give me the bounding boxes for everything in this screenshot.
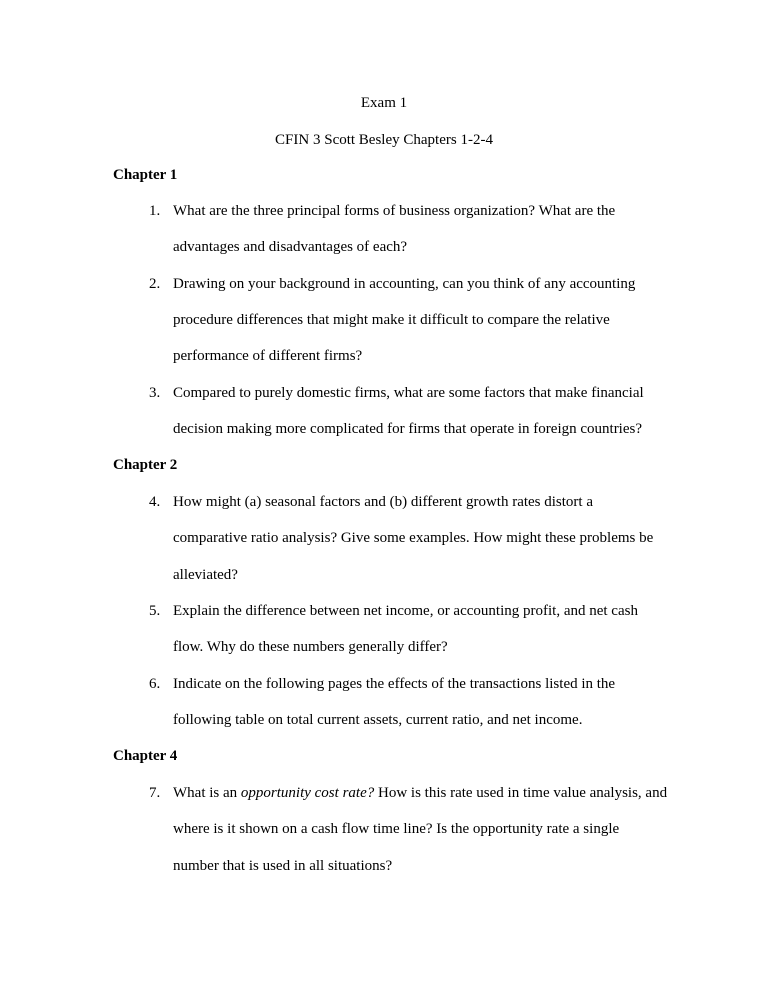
chapter-1-heading: Chapter 1 bbox=[113, 167, 178, 183]
exam-subtitle: CFIN 3 Scott Besley Chapters 1-2-4 bbox=[275, 132, 493, 148]
question-7-line-2: where is it shown on a cash flow time line? Is the opportunity rate a single bbox=[173, 821, 620, 837]
question-5-line-1: Explain the difference between net income, or accounting profit, and net cash bbox=[173, 603, 638, 619]
chapter-4-heading: Chapter 4 bbox=[113, 748, 178, 764]
question-1-line-1: What are the three principal forms of business organization? What are the bbox=[173, 203, 616, 219]
question-7-line-1-post: How is this rate used in time value analysis, and bbox=[374, 785, 668, 801]
chapter-2-heading: Chapter 2 bbox=[113, 457, 178, 473]
question-5-number: 5. bbox=[149, 603, 161, 619]
question-3-line-1: Compared to purely domestic firms, what are some factors that make financial bbox=[173, 385, 644, 401]
question-2-line-1: Drawing on your background in accounting, can you think of any accounting bbox=[173, 276, 636, 292]
question-4-line-3: alleviated? bbox=[173, 567, 238, 583]
question-2-line-3: performance of different firms? bbox=[173, 348, 363, 364]
question-1-number: 1. bbox=[149, 203, 161, 219]
question-3-line-2: decision making more complicated for firms that operate in foreign countries? bbox=[173, 421, 643, 437]
question-7-line-3: number that is used in all situations? bbox=[173, 858, 393, 874]
question-7-line-1-pre: What is an bbox=[173, 785, 241, 801]
question-1-line-2: advantages and disadvantages of each? bbox=[173, 239, 408, 255]
question-5-line-2: flow. Why do these numbers generally differ? bbox=[173, 639, 448, 655]
opportunity-cost-rate-term: opportunity cost rate? bbox=[240, 785, 375, 801]
question-7-line-1 bbox=[173, 784, 667, 802]
question-6-line-1: Indicate on the following pages the effects of the transactions listed in the bbox=[173, 676, 616, 692]
question-7-number: 7. bbox=[149, 785, 161, 801]
question-6-number: 6. bbox=[149, 676, 161, 692]
question-3-number: 3. bbox=[149, 385, 161, 401]
question-2-line-2: procedure differences that might make it difficult to compare the relative bbox=[173, 312, 610, 328]
question-2-number: 2. bbox=[149, 276, 161, 292]
question-4-line-1: How might (a) seasonal factors and (b) different growth rates distort a bbox=[173, 494, 594, 510]
question-4-line-2: comparative ratio analysis? Give some examples. How might these problems be bbox=[173, 530, 654, 546]
question-6-line-2: following table on total current assets, current ratio, and net income. bbox=[173, 712, 583, 728]
exam-title: Exam 1 bbox=[360, 95, 408, 111]
question-4-number: 4. bbox=[149, 494, 161, 510]
